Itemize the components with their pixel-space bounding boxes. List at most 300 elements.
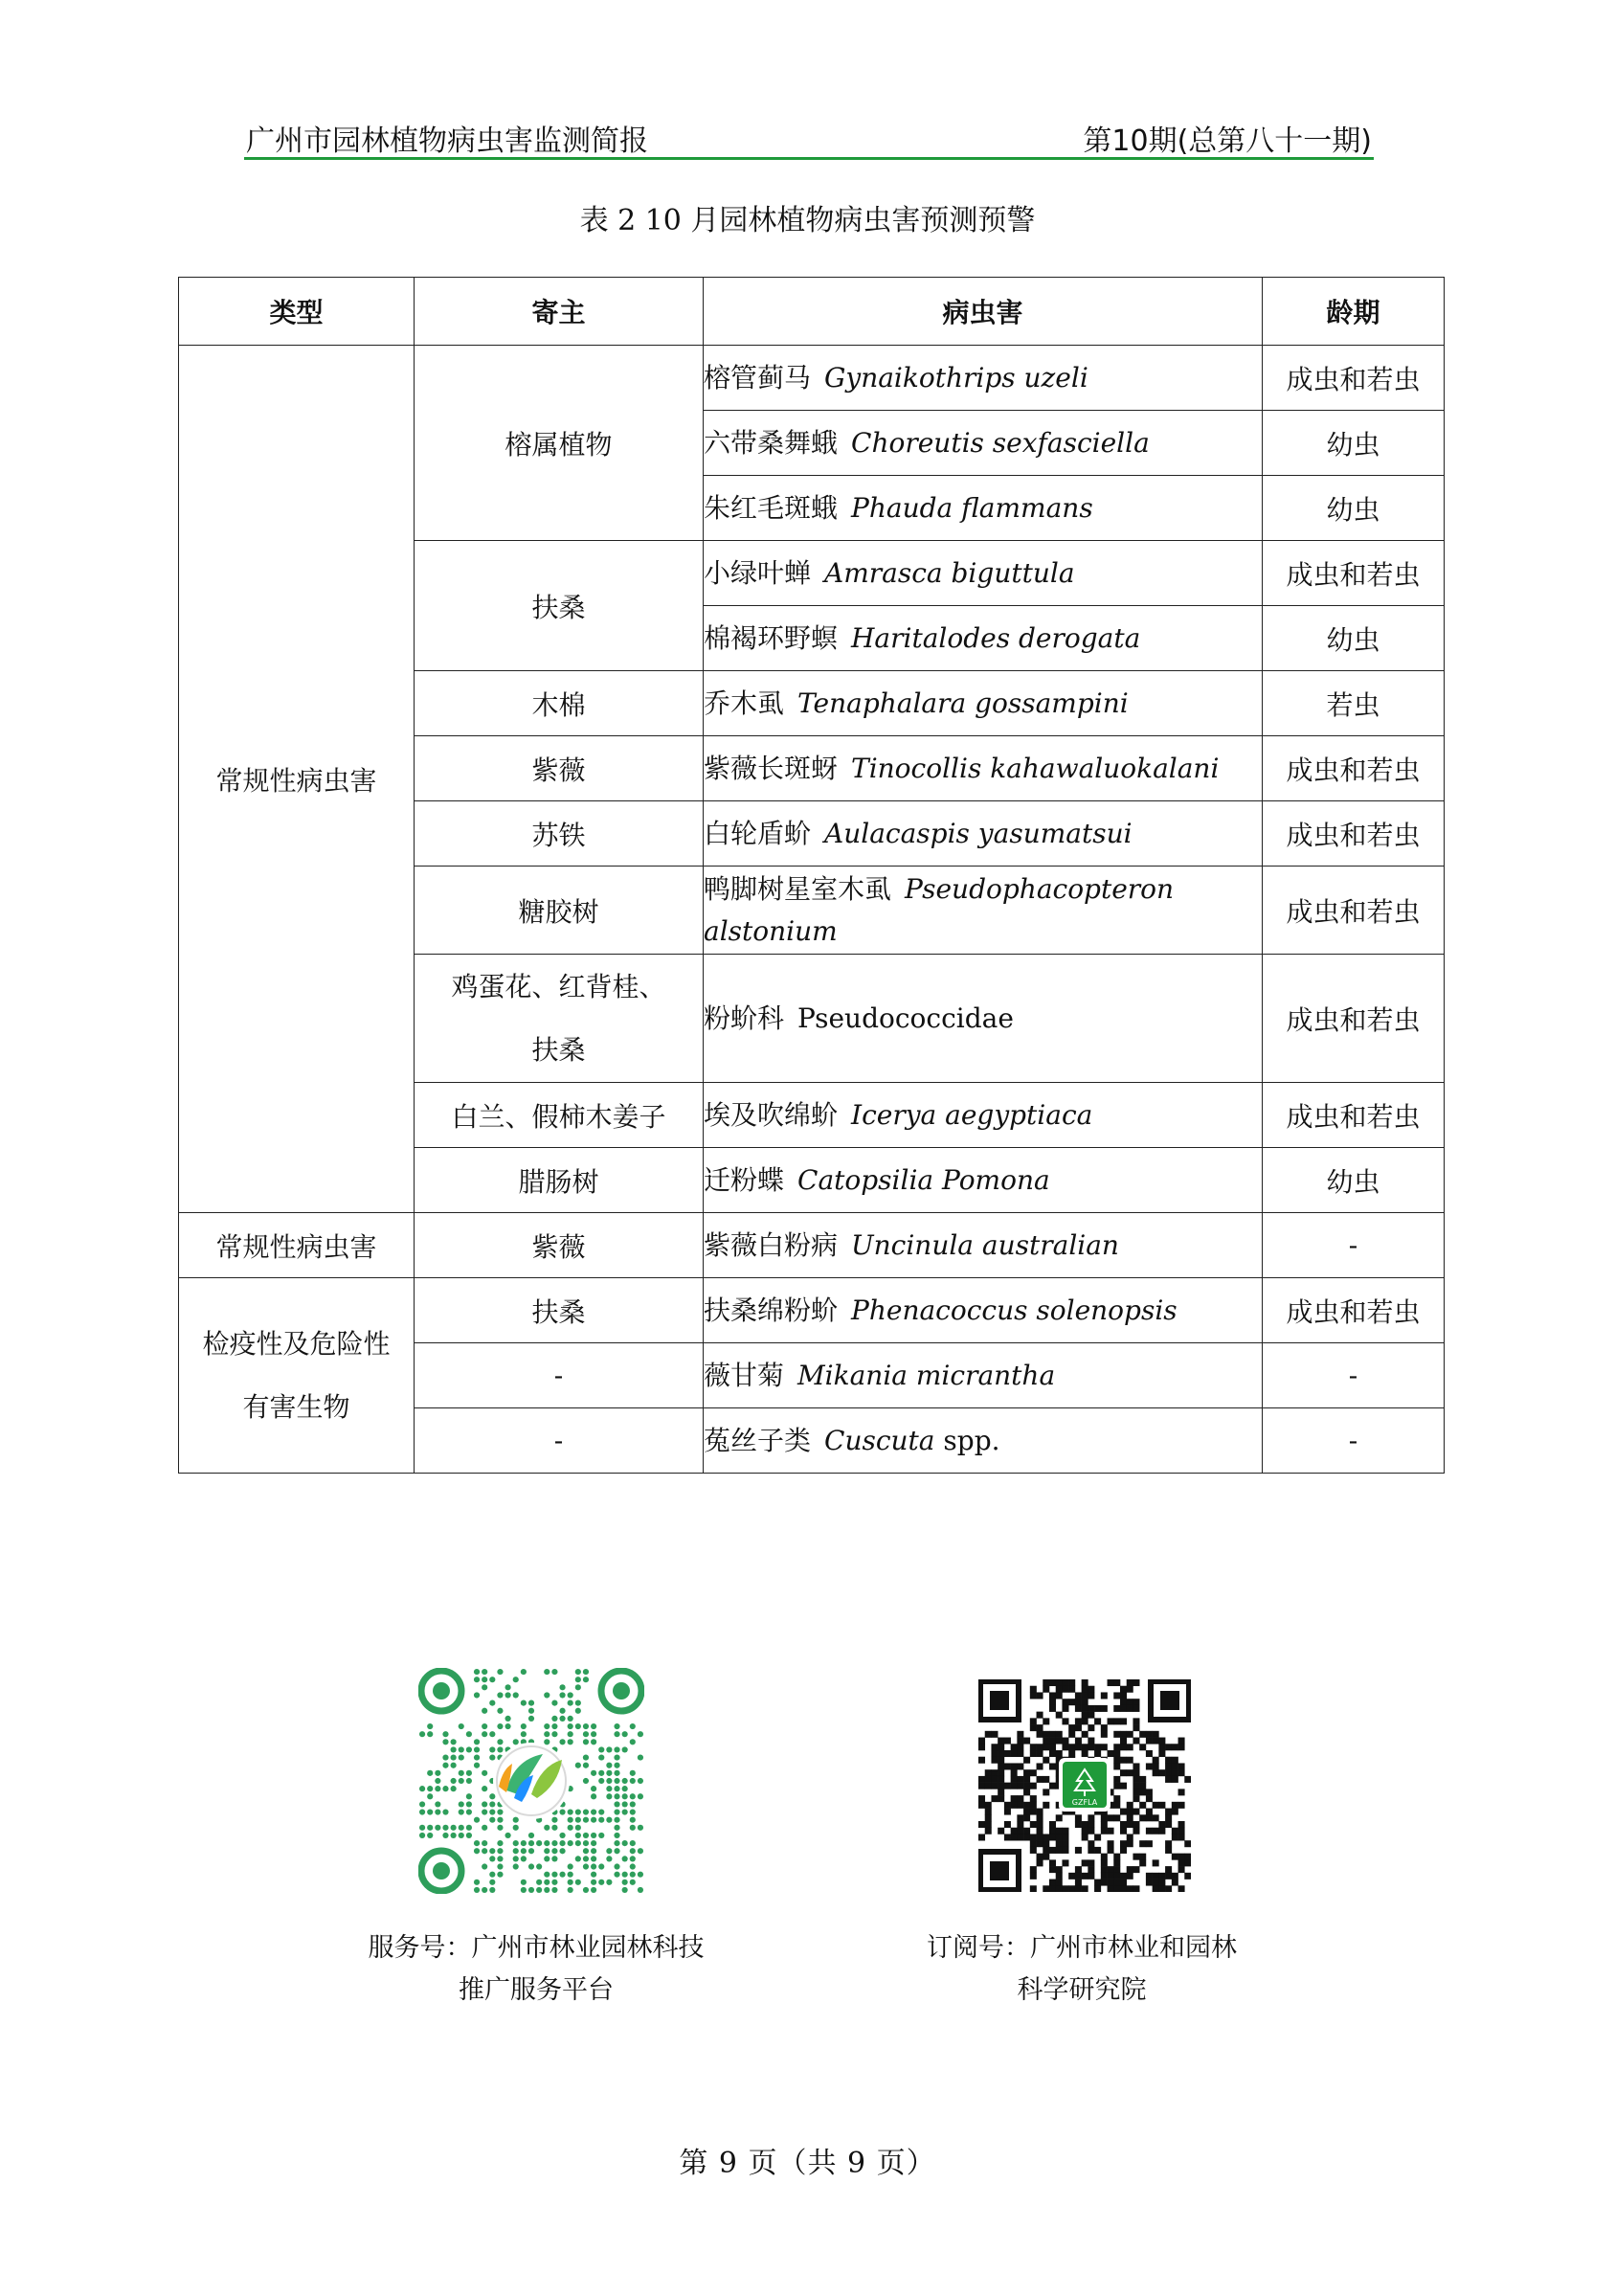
qr-module	[1023, 1828, 1030, 1835]
pest-cn: 紫薇白粉病	[704, 1228, 839, 1261]
pest-cn: 菟丝子类	[704, 1424, 812, 1456]
qr-module	[1082, 1692, 1088, 1699]
qr-module	[1172, 1763, 1178, 1769]
qr-module	[1178, 1834, 1185, 1840]
qr-module	[1068, 1885, 1075, 1892]
header-pest: 病虫害	[704, 278, 1263, 346]
qr-module	[1178, 1854, 1185, 1860]
qr-module	[1030, 1840, 1037, 1847]
qr-dot	[583, 1723, 589, 1729]
qr-dot	[442, 1833, 448, 1838]
qr-dot	[489, 1801, 495, 1807]
stage-cell: -	[1263, 1343, 1445, 1408]
qr-dot	[466, 1778, 472, 1784]
qr-module	[985, 1828, 992, 1835]
qr-module	[1075, 1718, 1082, 1724]
qr-module	[1146, 1763, 1153, 1769]
qr-module	[1017, 1802, 1023, 1809]
qr-module	[1127, 1809, 1133, 1815]
qr-module	[1133, 1885, 1139, 1892]
qr-dot	[427, 1793, 433, 1799]
qr-module	[1172, 1776, 1178, 1783]
qr-dot	[505, 1716, 510, 1722]
qr-dot	[489, 1887, 495, 1893]
qr-module	[1082, 1873, 1088, 1880]
qr-dot	[568, 1840, 573, 1846]
qr-dot	[630, 1863, 636, 1869]
qr-dot	[630, 1793, 636, 1799]
qr-module	[1056, 1686, 1063, 1693]
qr-module	[978, 1795, 985, 1802]
qr-module	[1075, 1873, 1082, 1880]
qr-dot	[622, 1872, 628, 1878]
qr-dot	[551, 1887, 557, 1893]
type-cell	[179, 1278, 415, 1474]
qr-dot	[482, 1723, 487, 1729]
qr-module	[1017, 1795, 1023, 1802]
qr-dot	[606, 1856, 612, 1861]
qr-module	[1037, 1809, 1043, 1815]
qr-dot	[630, 1809, 636, 1814]
qr-module	[985, 1769, 992, 1776]
header-type: 类型	[179, 278, 415, 346]
qr-dot	[482, 1887, 487, 1893]
qr-dot	[575, 1669, 581, 1675]
qr-module	[1056, 1712, 1063, 1719]
qr-module	[1037, 1724, 1043, 1731]
qr-module	[1056, 1847, 1063, 1854]
host-cell: 腊肠树	[415, 1148, 704, 1213]
qr-dot	[622, 1887, 628, 1893]
qr-dot	[427, 1833, 433, 1838]
qr-dot	[630, 1848, 636, 1854]
qr-module	[1127, 1731, 1133, 1738]
qr-module	[1056, 1692, 1063, 1699]
qr-module	[1004, 1763, 1011, 1769]
header-stage: 龄期	[1263, 278, 1445, 346]
host-cell: 紫薇	[415, 736, 704, 801]
qr-dot	[568, 1739, 573, 1745]
qr-module	[1049, 1750, 1056, 1757]
qr-module	[1153, 1859, 1159, 1866]
gzfla-badge-icon	[1059, 1758, 1110, 1812]
qr-module	[1004, 1809, 1011, 1815]
qr-module	[1030, 1795, 1037, 1802]
qr-dot	[544, 1848, 550, 1854]
qr-module	[1094, 1847, 1101, 1854]
qr-dot	[598, 1778, 604, 1784]
qr-module	[1165, 1847, 1172, 1854]
qr-module	[1088, 1821, 1094, 1828]
pest-cell	[704, 411, 1263, 476]
qr-dot	[451, 1746, 457, 1752]
qr-module	[1049, 1699, 1056, 1705]
qr-dot	[497, 1692, 503, 1698]
qr-dot	[622, 1856, 628, 1861]
qr-module	[1017, 1821, 1023, 1828]
qr-module	[1056, 1731, 1063, 1738]
qr-dot	[551, 1817, 557, 1823]
qr-dot	[630, 1825, 636, 1831]
qr-dot	[459, 1809, 464, 1814]
qr-dot	[427, 1723, 433, 1729]
qr-dot	[638, 1731, 643, 1737]
qr-module	[1139, 1840, 1146, 1847]
bulletin-title: 广州市园林植物病虫害监测简报	[246, 124, 648, 158]
qr-module	[1049, 1880, 1056, 1886]
qr-dot	[598, 1817, 604, 1823]
qr-dot	[442, 1825, 448, 1831]
qr-module	[1056, 1873, 1063, 1880]
qr-module	[1043, 1885, 1049, 1892]
qr-module	[1075, 1738, 1082, 1745]
host-cell: -	[415, 1408, 704, 1474]
pest-cn: 小绿叶蝉	[704, 556, 812, 589]
qr-module	[978, 1744, 985, 1750]
qr-dot	[568, 1825, 573, 1831]
qr-module	[1043, 1802, 1049, 1809]
qr-dot	[505, 1692, 510, 1698]
qr-module	[1094, 1705, 1101, 1712]
qr-module	[1113, 1731, 1120, 1738]
qr-module	[1133, 1776, 1139, 1783]
qr-dot	[614, 1825, 619, 1831]
qr-module	[1172, 1834, 1178, 1840]
qr-dot	[591, 1786, 596, 1791]
pest-sci: Pseudophacopteron	[905, 872, 1175, 905]
qr-dot	[497, 1863, 503, 1869]
qr-module	[1004, 1821, 1011, 1828]
qr-module	[991, 1750, 998, 1757]
qr-module	[1037, 1692, 1043, 1699]
qr-module	[1172, 1880, 1178, 1886]
qr-module	[1178, 1763, 1185, 1769]
qr-dot	[536, 1863, 542, 1869]
qr-module	[1030, 1873, 1037, 1880]
qr-dot	[591, 1723, 596, 1729]
qr-module	[1043, 1834, 1049, 1840]
stage-cell: 成虫和若虫	[1263, 541, 1445, 606]
qr-module	[1056, 1834, 1063, 1840]
qr-dot	[638, 1793, 643, 1799]
qr-module	[1120, 1705, 1127, 1712]
qr-dot	[583, 1817, 589, 1823]
qr-module	[1030, 1783, 1037, 1790]
qr-module	[1049, 1738, 1056, 1745]
qr-dot	[442, 1731, 448, 1737]
qr-module	[998, 1763, 1004, 1769]
pest-cn: 朱红毛斑蛾	[704, 491, 839, 524]
qr-dot	[451, 1825, 457, 1831]
qr-module	[1133, 1718, 1139, 1724]
qr-module	[1101, 1821, 1108, 1828]
qr-dot	[419, 1801, 425, 1807]
qr-module	[1088, 1686, 1094, 1693]
qr-dot	[638, 1848, 643, 1854]
pest-cn: 乔木虱	[704, 687, 785, 719]
qr-module	[1049, 1834, 1056, 1840]
host-line: 鸡蛋花、红背桂、	[451, 970, 666, 1002]
qr-dot	[513, 1817, 519, 1823]
qr-dot	[419, 1809, 425, 1814]
qr-module	[1049, 1859, 1056, 1866]
badge-text: GZFLA	[1071, 1798, 1098, 1807]
qr-dot	[575, 1825, 581, 1831]
qr-module	[1146, 1873, 1153, 1880]
qr-module	[1153, 1828, 1159, 1835]
qr-module	[1153, 1802, 1159, 1809]
qr-dot	[559, 1833, 565, 1838]
qr-dot	[606, 1763, 612, 1768]
qr-dot	[528, 1887, 534, 1893]
qr-module	[991, 1744, 998, 1750]
qr-module	[998, 1828, 1004, 1835]
qr-module	[1101, 1731, 1108, 1738]
qr-dot	[466, 1801, 472, 1807]
qr-module	[1049, 1847, 1056, 1854]
qr-module	[1068, 1699, 1075, 1705]
qr-module	[1043, 1776, 1049, 1783]
qr-module	[1127, 1705, 1133, 1712]
qr-dot	[435, 1786, 440, 1791]
pest-cell	[704, 1083, 1263, 1148]
qr-dot	[583, 1778, 589, 1784]
qr-dot	[614, 1778, 619, 1784]
qr-dot	[583, 1754, 589, 1760]
qr-module	[1101, 1854, 1108, 1860]
qr-module	[1146, 1789, 1153, 1795]
pest-sci-continued: alstonium	[704, 914, 838, 947]
host-cell: 糖胶树	[415, 867, 704, 955]
qr-dot	[598, 1746, 604, 1752]
qr-module	[1120, 1783, 1127, 1790]
qr-dot	[544, 1856, 550, 1861]
qr-module	[1172, 1757, 1178, 1764]
qr-module	[1082, 1744, 1088, 1750]
qr-module	[1120, 1840, 1127, 1847]
qr-dot	[575, 1809, 581, 1814]
qr-dot	[606, 1848, 612, 1854]
qr-dot	[482, 1684, 487, 1690]
qr-module	[985, 1809, 992, 1815]
qr-module	[1158, 1802, 1165, 1809]
host-cell	[415, 955, 704, 1083]
qr-dot	[521, 1880, 527, 1885]
qr-module	[1120, 1731, 1127, 1738]
pest-sci: Tenaphalara gossampini	[797, 687, 1129, 719]
pest-cell	[704, 541, 1263, 606]
qr-module	[1146, 1828, 1153, 1835]
qr-dot	[638, 1778, 643, 1784]
qr-module	[1075, 1814, 1082, 1821]
qr-dot	[459, 1723, 464, 1729]
qr-module	[1049, 1885, 1056, 1892]
qr-module	[1049, 1705, 1056, 1712]
pest-cell	[704, 1213, 1263, 1278]
qr-dot	[489, 1746, 495, 1752]
qr-dot	[591, 1872, 596, 1878]
qr-dot	[489, 1731, 495, 1737]
qr-module	[1075, 1866, 1082, 1873]
type-cell: 常规性病虫害	[179, 1213, 415, 1278]
qr-module	[1043, 1757, 1049, 1764]
qr-dot	[606, 1880, 612, 1885]
host-line: 扶桑	[531, 1033, 586, 1066]
qr-dot	[505, 1684, 510, 1690]
qr-module	[1113, 1776, 1120, 1783]
qr-module	[998, 1769, 1004, 1776]
qr-dot	[466, 1809, 472, 1814]
qr-dot	[622, 1801, 628, 1807]
qr-dot	[568, 1731, 573, 1737]
host-cell: 木棉	[415, 671, 704, 736]
qr-module	[1120, 1738, 1127, 1745]
qr-dot	[591, 1770, 596, 1776]
qr-module	[1127, 1873, 1133, 1880]
qr-module	[1153, 1814, 1159, 1821]
qr-dot	[630, 1723, 636, 1729]
qr-finder-top-left	[421, 1671, 461, 1711]
qr-module	[1088, 1724, 1094, 1731]
qr-module	[1158, 1750, 1165, 1757]
qr-module	[1158, 1828, 1165, 1835]
qr-module	[1101, 1859, 1108, 1866]
qr-module	[1178, 1866, 1185, 1873]
pest-sci: Catopsilia Pomona	[797, 1163, 1050, 1196]
qr-dot	[622, 1880, 628, 1885]
qr-module	[1075, 1699, 1082, 1705]
subscription-account-label	[862, 1927, 1302, 2012]
qr-module	[1165, 1840, 1172, 1847]
qr-module	[1082, 1699, 1088, 1705]
pest-cell	[704, 801, 1263, 867]
qr-dot	[622, 1778, 628, 1784]
pest-cn: 六带桑舞蛾	[704, 426, 839, 459]
qr-module	[1133, 1795, 1139, 1802]
qr-dot	[559, 1684, 565, 1690]
qr-module	[1088, 1859, 1094, 1866]
qr-module	[1075, 1744, 1082, 1750]
qr-module	[998, 1783, 1004, 1790]
qr-module	[1178, 1859, 1185, 1866]
qr-dot	[435, 1770, 440, 1776]
qr-module	[1023, 1802, 1030, 1809]
table-header-row	[179, 278, 1445, 346]
qr-dot	[591, 1793, 596, 1799]
qr-module	[1178, 1769, 1185, 1776]
qr-module	[1127, 1757, 1133, 1764]
qr-dot	[614, 1863, 619, 1869]
table-row	[179, 1278, 1445, 1343]
qr-dot	[630, 1872, 636, 1878]
qr-dot	[521, 1887, 527, 1893]
qr-module	[1056, 1866, 1063, 1873]
qr-module	[1017, 1783, 1023, 1790]
qr-module	[1153, 1738, 1159, 1745]
qr-dot	[489, 1856, 495, 1861]
qr-dot	[497, 1840, 503, 1846]
qr-dot	[638, 1754, 643, 1760]
qr-module	[1165, 1769, 1172, 1776]
qr-module	[1165, 1757, 1172, 1764]
qr-dot	[489, 1880, 495, 1885]
qr-module	[1075, 1821, 1082, 1828]
qr-dot	[474, 1739, 480, 1745]
qr-finder-bottom-left	[980, 1852, 1019, 1890]
qr-module	[1153, 1763, 1159, 1769]
qr-module	[1049, 1731, 1056, 1738]
qr-module	[1178, 1744, 1185, 1750]
type-line: 检疫性及危险性	[202, 1327, 391, 1360]
qr-module	[991, 1769, 998, 1776]
qr-dot	[435, 1801, 440, 1807]
qr-module	[1108, 1840, 1114, 1847]
qr-dot	[638, 1825, 643, 1831]
qr-module	[1127, 1802, 1133, 1809]
qr-module	[1127, 1686, 1133, 1693]
qr-module	[1088, 1705, 1094, 1712]
qr-module	[1082, 1731, 1088, 1738]
qr-dot	[451, 1786, 457, 1791]
qr-module	[1030, 1809, 1037, 1815]
qr-dot	[638, 1872, 643, 1878]
qr-module	[1094, 1718, 1101, 1724]
qr-module	[1133, 1679, 1139, 1686]
qr-module	[1153, 1885, 1159, 1892]
qr-module	[1158, 1873, 1165, 1880]
qr-dot	[497, 1825, 503, 1831]
qr-module	[1023, 1814, 1030, 1821]
pest-cell	[704, 867, 1263, 955]
qr-dot	[606, 1746, 612, 1752]
qr-module	[1139, 1783, 1146, 1790]
qr-module	[1030, 1692, 1037, 1699]
qr-module	[1023, 1834, 1030, 1840]
qr-module	[985, 1783, 992, 1790]
qr-module	[978, 1783, 985, 1790]
qr-module	[1062, 1840, 1068, 1847]
qr-finder-bottom-left	[421, 1851, 461, 1891]
qr-module	[1004, 1802, 1011, 1809]
qr-module	[1127, 1885, 1133, 1892]
qr-module	[1011, 1802, 1018, 1809]
pest-sci: Choreutis sexfasciella	[851, 426, 1150, 459]
qr-module	[1043, 1854, 1049, 1860]
qr-module	[1011, 1783, 1018, 1790]
qr-dot	[551, 1700, 557, 1706]
qr-dot	[630, 1739, 636, 1745]
qr-dot	[459, 1833, 464, 1838]
qr-module	[1178, 1821, 1185, 1828]
qr-dot	[591, 1863, 596, 1869]
qr-dot	[474, 1763, 480, 1768]
qr-module	[978, 1802, 985, 1809]
qr-module	[1113, 1802, 1120, 1809]
stage-cell: 成虫和若虫	[1263, 955, 1445, 1083]
qr-module	[1146, 1731, 1153, 1738]
qr-module	[1062, 1847, 1068, 1854]
qr-dot	[551, 1716, 557, 1722]
qr-dot	[442, 1763, 448, 1768]
qr-module	[1153, 1769, 1159, 1776]
qr-module	[1113, 1718, 1120, 1724]
qr-module	[1043, 1686, 1049, 1693]
qr-module	[1108, 1880, 1114, 1886]
qr-dot	[536, 1887, 542, 1893]
qr-dot	[451, 1739, 457, 1745]
qr-module	[1056, 1828, 1063, 1835]
qr-dot	[614, 1801, 619, 1807]
